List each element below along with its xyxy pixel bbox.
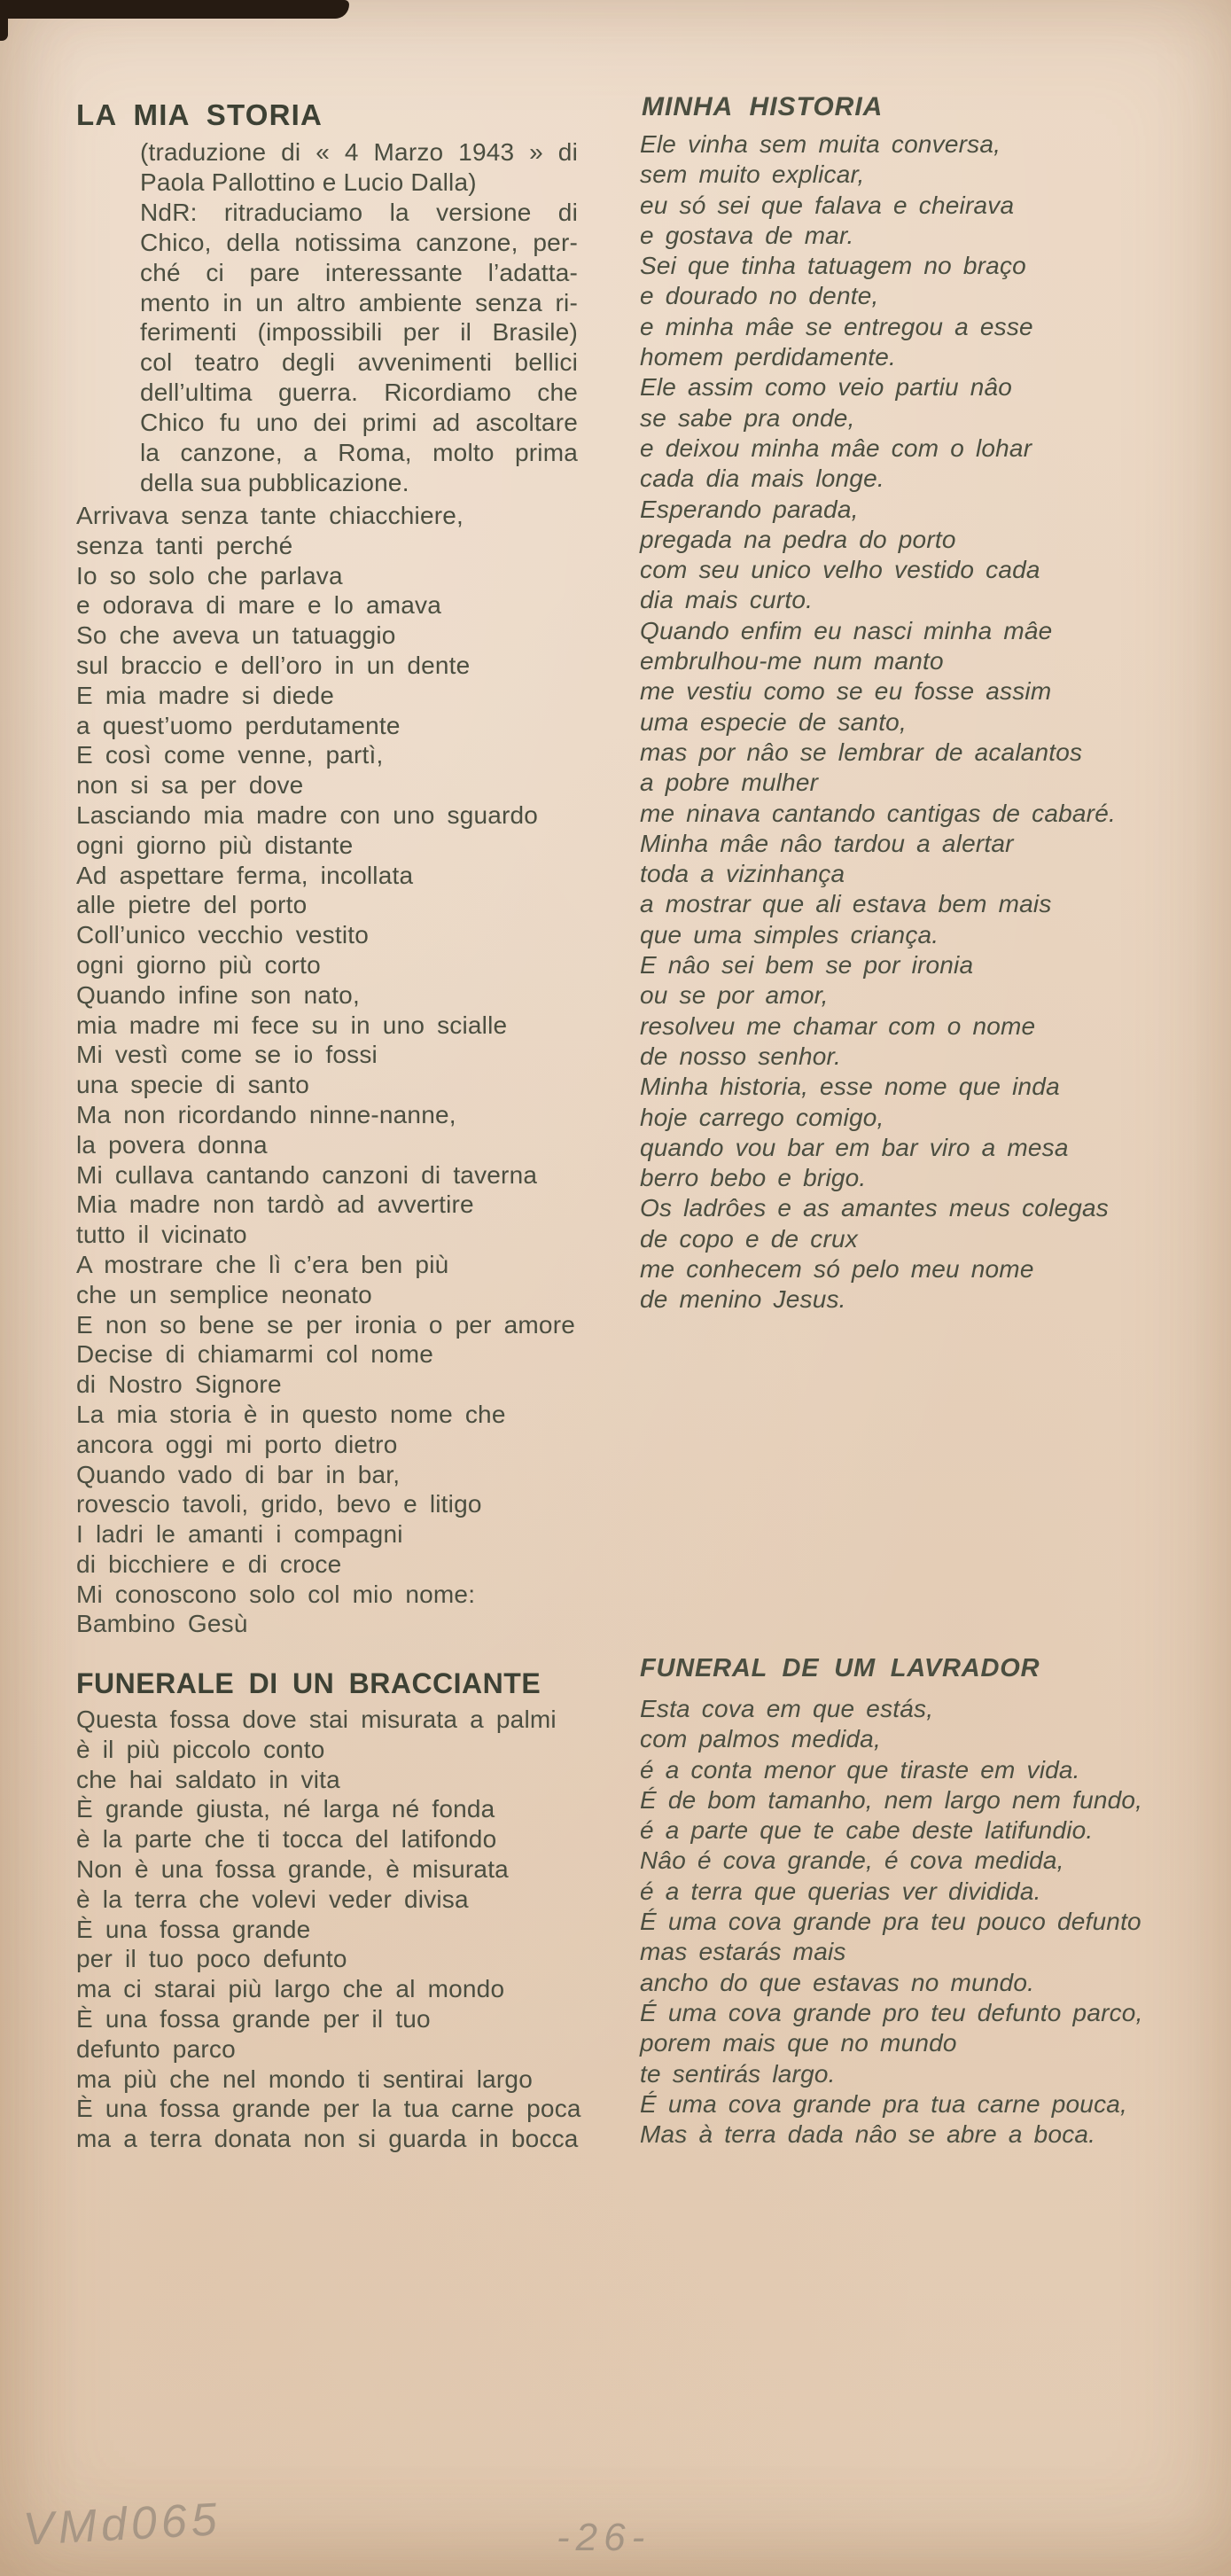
- text-line: me vestiu como se eu fosse assim: [640, 677, 1052, 706]
- lyrics-portuguese-funeral: [640, 1694, 1143, 2150]
- text-line: tutto il vicinato: [76, 1221, 247, 1249]
- text-line: di bicchiere e di croce: [76, 1550, 342, 1578]
- text-line: Coll’unico vecchio vestito: [76, 921, 370, 949]
- lyrics-portuguese-minha-historia: [640, 129, 1116, 1315]
- text-line: E nâo sei bem se por ironia: [640, 951, 974, 980]
- text-line: Mia madre non tardò ad avvertire: [76, 1190, 474, 1219]
- text-line: NdR: ritraduciamo la versione di: [140, 198, 578, 226]
- text-line: dia mais curto.: [640, 586, 814, 614]
- text-line: ferimenti (impossibili per il Brasile): [140, 318, 578, 347]
- text-line: É uma cova grande pra tua carne pouca,: [640, 2089, 1128, 2118]
- text-line: com seu unico velho vestido cada: [640, 556, 1040, 584]
- text-line: que uma simples criança.: [640, 920, 939, 948]
- page-number: -26-: [557, 2516, 651, 2559]
- text-line: é a conta menor que tiraste em vida.: [640, 1755, 1080, 1784]
- text-line: È grande giusta, né larga né fonda: [76, 1795, 495, 1823]
- text-line: me conhecem só pelo meu nome: [640, 1254, 1034, 1283]
- text-line: ogni giorno più distante: [76, 831, 354, 859]
- text-line: de nosso senhor.: [640, 1042, 841, 1070]
- text-line: E così come venne, partì,: [76, 741, 384, 769]
- text-line: ancho do que estavas no mundo.: [640, 1968, 1035, 1996]
- text-line: E mia madre si diede: [76, 681, 335, 709]
- text-line: Paola Pallottino e Lucio Dalla): [140, 168, 477, 196]
- song2-title-italian: FUNERALE DI UN BRACCIANTE: [76, 1667, 541, 1699]
- text-line: sul braccio e dell’oro in un dente: [76, 651, 471, 679]
- text-line: de menino Jesus.: [640, 1285, 846, 1314]
- text-line: è il più piccolo conto: [76, 1735, 325, 1763]
- text-line: mento in un altro ambiente senza ri-: [140, 288, 578, 316]
- text-line: Quando enfim eu nasci minha mâe: [640, 616, 1053, 644]
- text-line: mia madre mi fece su in uno scialle: [76, 1011, 508, 1039]
- text-line: che un semplice neonato: [76, 1280, 372, 1308]
- text-line: Decise di chiamarmi col nome: [76, 1340, 434, 1369]
- text-line: ché ci pare interessante l’adatta-: [140, 258, 578, 286]
- text-line: non si sa per dove: [76, 771, 304, 800]
- text-line: É uma cova grande pra teu pouco defunto: [640, 1908, 1141, 1936]
- text-line: homem perdidamente.: [640, 343, 896, 371]
- text-line: So che aveva un tatuaggio: [76, 621, 396, 650]
- text-line: me ninava cantando cantigas de cabaré.: [640, 799, 1116, 827]
- text-line: una specie di santo: [76, 1071, 310, 1099]
- text-line: È una fossa grande: [76, 1915, 311, 1943]
- text-line: Nâo é cova grande, é cova medida,: [640, 1846, 1064, 1875]
- text-line: dell’ultima guerra. Ricordiamo che: [140, 379, 578, 407]
- text-line: Questa fossa dove stai misurata a palmi: [76, 1706, 557, 1733]
- text-line: e dourado no dente,: [640, 282, 879, 310]
- text-line: É de bom tamanho, nem largo nem fundo,: [640, 1785, 1143, 1814]
- text-line: Mi conoscono solo col mio nome:: [76, 1580, 476, 1608]
- text-line: mas estarás mais: [640, 1938, 846, 1966]
- text-line: e deixou minha mâe com o lohar: [640, 433, 1032, 462]
- text-line: porem mais que no mundo: [640, 2029, 957, 2057]
- text-line: é a parte que te cabe deste latifundio.: [640, 1816, 1094, 1845]
- song2-title-portuguese: FUNERAL DE UM LAVRADOR: [640, 1654, 1040, 1682]
- text-line: defunto parco: [76, 2034, 236, 2063]
- text-line: hoje carrego comigo,: [640, 1103, 884, 1131]
- text-line: Minha mâe nâo tardou a alertar: [640, 829, 1014, 857]
- text-line: mas por nâo se lembrar de acalantos: [640, 738, 1083, 766]
- text-line: cada dia mais longe.: [640, 464, 884, 493]
- lyrics-italian-la-mia-storia: [76, 501, 575, 1639]
- text-line: Quando vado di bar in bar,: [76, 1460, 401, 1488]
- text-line: de copo e de crux: [640, 1224, 858, 1253]
- text-line: Lasciando mia madre con uno sguardo: [76, 800, 539, 829]
- text-line: ogni giorno più corto: [76, 950, 321, 979]
- translation-note: [140, 137, 578, 498]
- text-line: Chico fu uno dei primi ad ascoltare: [140, 409, 578, 437]
- text-line: uma especie de santo,: [640, 707, 907, 736]
- text-line: berro bebo e brigo.: [640, 1164, 867, 1192]
- text-line: È una fossa grande per la tua carne poca: [76, 2095, 581, 2123]
- text-line: La mia storia è in questo nome che: [76, 1400, 506, 1428]
- text-line: Sei que tinha tatuagem no braço: [640, 252, 1026, 280]
- text-line: A mostrare che lì c’era ben più: [76, 1250, 449, 1278]
- text-line: É uma cova grande pro teu defunto parco,: [640, 1998, 1143, 2026]
- handwritten-archive-code: VMd065: [21, 2494, 223, 2556]
- text-line: E non so bene se per ironia o per amore: [76, 1310, 575, 1339]
- text-line: Chico, della notissima canzone, per-: [140, 228, 578, 256]
- text-line: alle pietre del porto: [76, 891, 308, 919]
- text-line: della sua pubblicazione.: [140, 468, 409, 496]
- text-line: Ele assim como veio partiu nâo: [640, 373, 1013, 402]
- text-line: Mas à terra dada nâo se abre a boca.: [640, 2120, 1096, 2149]
- text-line: a mostrar que ali estava bem mais: [640, 890, 1052, 918]
- text-line: resolveu me chamar com o nome: [640, 1011, 1036, 1040]
- text-line: te sentirás largo.: [640, 2059, 836, 2088]
- text-line: e gostava de mar.: [640, 221, 854, 249]
- text-line: pregada na pedra do porto: [640, 525, 956, 553]
- text-line: Mi cullava cantando canzoni di taverna: [76, 1160, 538, 1189]
- song-title-italian: LA MIA STORIA: [76, 98, 323, 131]
- scan-edge-artifact: [0, 0, 349, 19]
- text-line: a pobre mulher: [640, 769, 819, 797]
- text-line: rovescio tavoli, grido, bevo e litigo: [76, 1490, 482, 1518]
- text-line: col teatro degli avvenimenti bellici: [140, 348, 578, 377]
- text-line: ma più che nel mondo ti sentirai largo: [76, 2065, 533, 2093]
- text-line: I ladri le amanti i compagni: [76, 1520, 403, 1549]
- text-line: Bambino Gesù: [76, 1610, 248, 1638]
- text-line: e minha mâe se entregou a esse: [640, 312, 1033, 340]
- text-line: eu só sei que falava e cheirava: [640, 191, 1015, 219]
- text-line: la povera donna: [76, 1130, 268, 1159]
- text-line: toda a vizinhança: [640, 860, 845, 888]
- text-line: per il tuo poco defunto: [76, 1945, 347, 1973]
- text-line: è la parte che ti tocca del latifondo: [76, 1825, 497, 1854]
- text-line: quando vou bar em bar viro a mesa: [640, 1133, 1069, 1161]
- text-line: è la terra che volevi veder divisa: [76, 1885, 469, 1913]
- lyrics-italian-funerale: [76, 1705, 581, 2154]
- text-line: È una fossa grande per il tuo: [76, 2004, 431, 2033]
- text-line: di Nostro Signore: [76, 1370, 282, 1399]
- text-line: ma ci starai più largo che al mondo: [76, 1975, 505, 2003]
- text-line: Mi vestì come se io fossi: [76, 1041, 378, 1069]
- text-line: la canzone, a Roma, molto prima: [140, 439, 578, 467]
- text-line: se sabe pra onde,: [640, 403, 855, 432]
- text-line: ou se por amor,: [640, 981, 829, 1010]
- text-line: Ma non ricordando ninne-nanne,: [76, 1100, 456, 1128]
- song-title-portuguese: MINHA HISTORIA: [642, 92, 884, 121]
- text-line: embrulhou-me num manto: [640, 647, 944, 675]
- text-line: ma a terra donata non si guarda in bocca: [76, 2125, 579, 2153]
- text-line: é a terra que querias ver dividida.: [640, 1877, 1041, 1905]
- text-line: che hai saldato in vita: [76, 1765, 340, 1793]
- text-line: senza tanti perché: [76, 531, 293, 559]
- text-line: Esta cova em que estás,: [640, 1695, 934, 1722]
- text-line: Esperando parada,: [640, 495, 859, 523]
- text-line: com palmos medida,: [640, 1725, 881, 1753]
- text-line: ancora oggi mi porto dietro: [76, 1430, 398, 1458]
- text-line: Os ladrôes e as amantes meus colegas: [640, 1194, 1110, 1222]
- text-line: sem muito explicar,: [640, 160, 865, 189]
- text-line: Minha historia, esse nome que inda: [640, 1073, 1060, 1101]
- text-line: e odorava di mare e lo amava: [76, 591, 442, 620]
- text-line: Ele vinha sem muita conversa,: [640, 130, 1001, 158]
- text-line: Io so solo che parlava: [76, 561, 343, 589]
- text-line: (traduzione di « 4 Marzo 1943 » di: [140, 138, 578, 166]
- text-line: Quando infine son nato,: [76, 980, 360, 1009]
- text-line: a quest’uomo perdutamente: [76, 711, 401, 739]
- text-line: Arrivava senza tante chiacchiere,: [76, 502, 464, 529]
- text-line: Ad aspettare ferma, incollata: [76, 861, 414, 889]
- text-line: Non è una fossa grande, è misurata: [76, 1854, 509, 1883]
